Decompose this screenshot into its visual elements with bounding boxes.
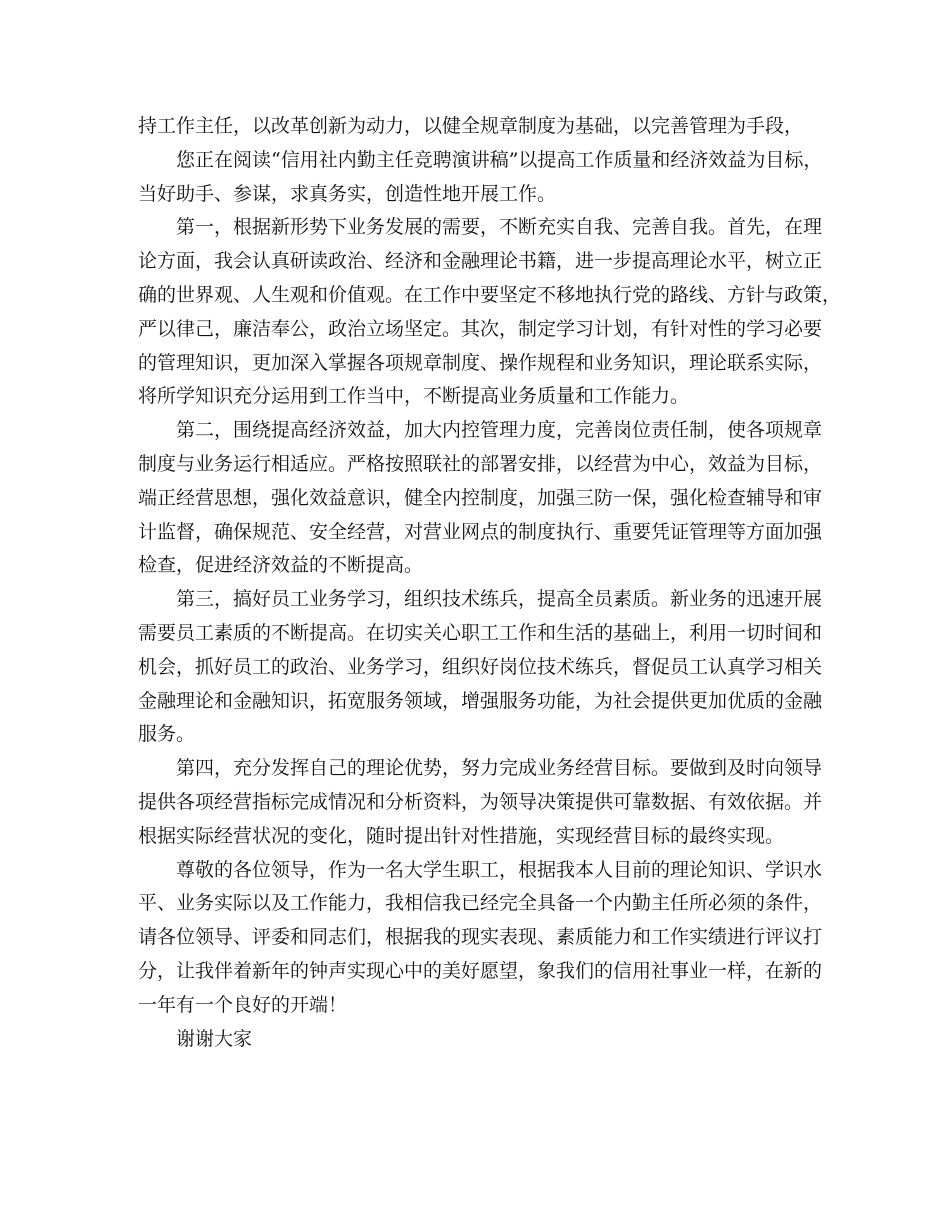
paragraph xyxy=(138,752,823,853)
paragraph xyxy=(138,1023,816,1057)
paragraph-line: 服务。 xyxy=(138,723,196,746)
paragraph-line: 一年有一个良好的开端！ xyxy=(138,993,348,1016)
paragraph-line: 检查，促进经济效益的不断提高。 xyxy=(138,554,424,577)
paragraph-line: 根据实际经营状况的变化，随时提出针对性措施，实现经营目标的最终实现。 xyxy=(138,824,785,847)
paragraph-line: 平、业务实际以及工作能力，我相信我已经完全具备一个内勤主任所必须的条件， xyxy=(138,892,823,915)
paragraph-line: 谢谢大家 xyxy=(176,1027,253,1050)
paragraph xyxy=(138,110,816,144)
paragraph-line: 请各位领导、评委和同志们，根据我的现实表现、素质能力和工作实绩进行评议打 xyxy=(138,926,823,949)
paragraph xyxy=(138,583,823,752)
paragraph xyxy=(138,414,823,583)
paragraph-line: 第一，根据新形势下业务发展的需要，不断充实自我、完善自我。首先，在理 xyxy=(176,216,823,239)
paragraph-line: 第四，充分发挥自己的理论优势，努力完成业务经营目标。要做到及时向领导 xyxy=(176,757,823,780)
paragraph-line: 端正经营思想，强化效益意识，健全内控制度，加强三防一保，强化检查辅导和审 xyxy=(138,486,823,509)
paragraph xyxy=(138,144,823,212)
paragraph-line: 分，让我伴着新年的钟声实现心中的美好愿望，象我们的信用社事业一样，在新的 xyxy=(138,959,823,982)
paragraph-line: 持工作主任，以改革创新为动力，以健全规章制度为基础，以完善管理为手段， xyxy=(138,115,804,137)
paragraph-line: 的管理知识，更加深入掌握各项规章制度、操作规程和业务知识，理论联系实际， xyxy=(138,351,823,374)
paragraph xyxy=(138,854,823,1023)
paragraph-line: 制度与业务运行相适应。严格按照联社的部署安排，以经营为中心，效益为目标， xyxy=(138,452,823,475)
paragraph-line: 需要员工素质的不断提高。在切实关心职工工作和生活的基础上，利用一切时间和 xyxy=(138,621,823,644)
document-body xyxy=(138,110,842,1056)
paragraph-line: 论方面，我会认真研读政治、经济和金融理论书籍，进一步提高理论水平，树立正 xyxy=(138,250,823,273)
paragraph-line: 第二，围绕提高经济效益，加大内控管理力度，完善岗位责任制，使各项规章 xyxy=(176,419,823,442)
paragraph-line: 确的世界观、人生观和价值观。在工作中要坚定不移地执行党的路线、方针与政策， xyxy=(138,283,842,306)
paragraph-line: 当好助手、参谋，求真务实，创造性地开展工作。 xyxy=(138,182,557,205)
paragraph-line: 将所学知识充分运用到工作当中，不断提高业务质量和工作能力。 xyxy=(138,385,690,408)
paragraph-line: 金融理论和金融知识，拓宽服务领域，增强服务功能，为社会提供更加优质的金融 xyxy=(138,689,823,712)
paragraph-line: 第三，搞好员工业务学习，组织技术练兵，提高全员素质。新业务的迅速开展 xyxy=(176,588,823,611)
paragraph-line: 尊敬的各位领导，作为一名大学生职工，根据我本人目前的理论知识、学识水 xyxy=(176,858,823,881)
paragraph-line: 机会，抓好员工的政治、业务学习，组织好岗位技术练兵，督促员工认真学习相关 xyxy=(138,655,823,678)
paragraph-line: 计监督，确保规范、安全经营，对营业网点的制度执行、重要凭证管理等方面加强 xyxy=(138,520,823,543)
paragraph-line: 您正在阅读“信用社内勤主任竞聘演讲稿”以提高工作质量和经济效益为目标， xyxy=(176,148,823,171)
paragraph-line: 提供各项经营指标完成情况和分析资料，为领导决策提供可靠数据、有效依据。并 xyxy=(138,790,823,813)
paragraph xyxy=(138,211,842,414)
paragraph-line: 严以律己，廉洁奉公，政治立场坚定。其次，制定学习计划，有针对性的学习必要 xyxy=(138,317,823,340)
